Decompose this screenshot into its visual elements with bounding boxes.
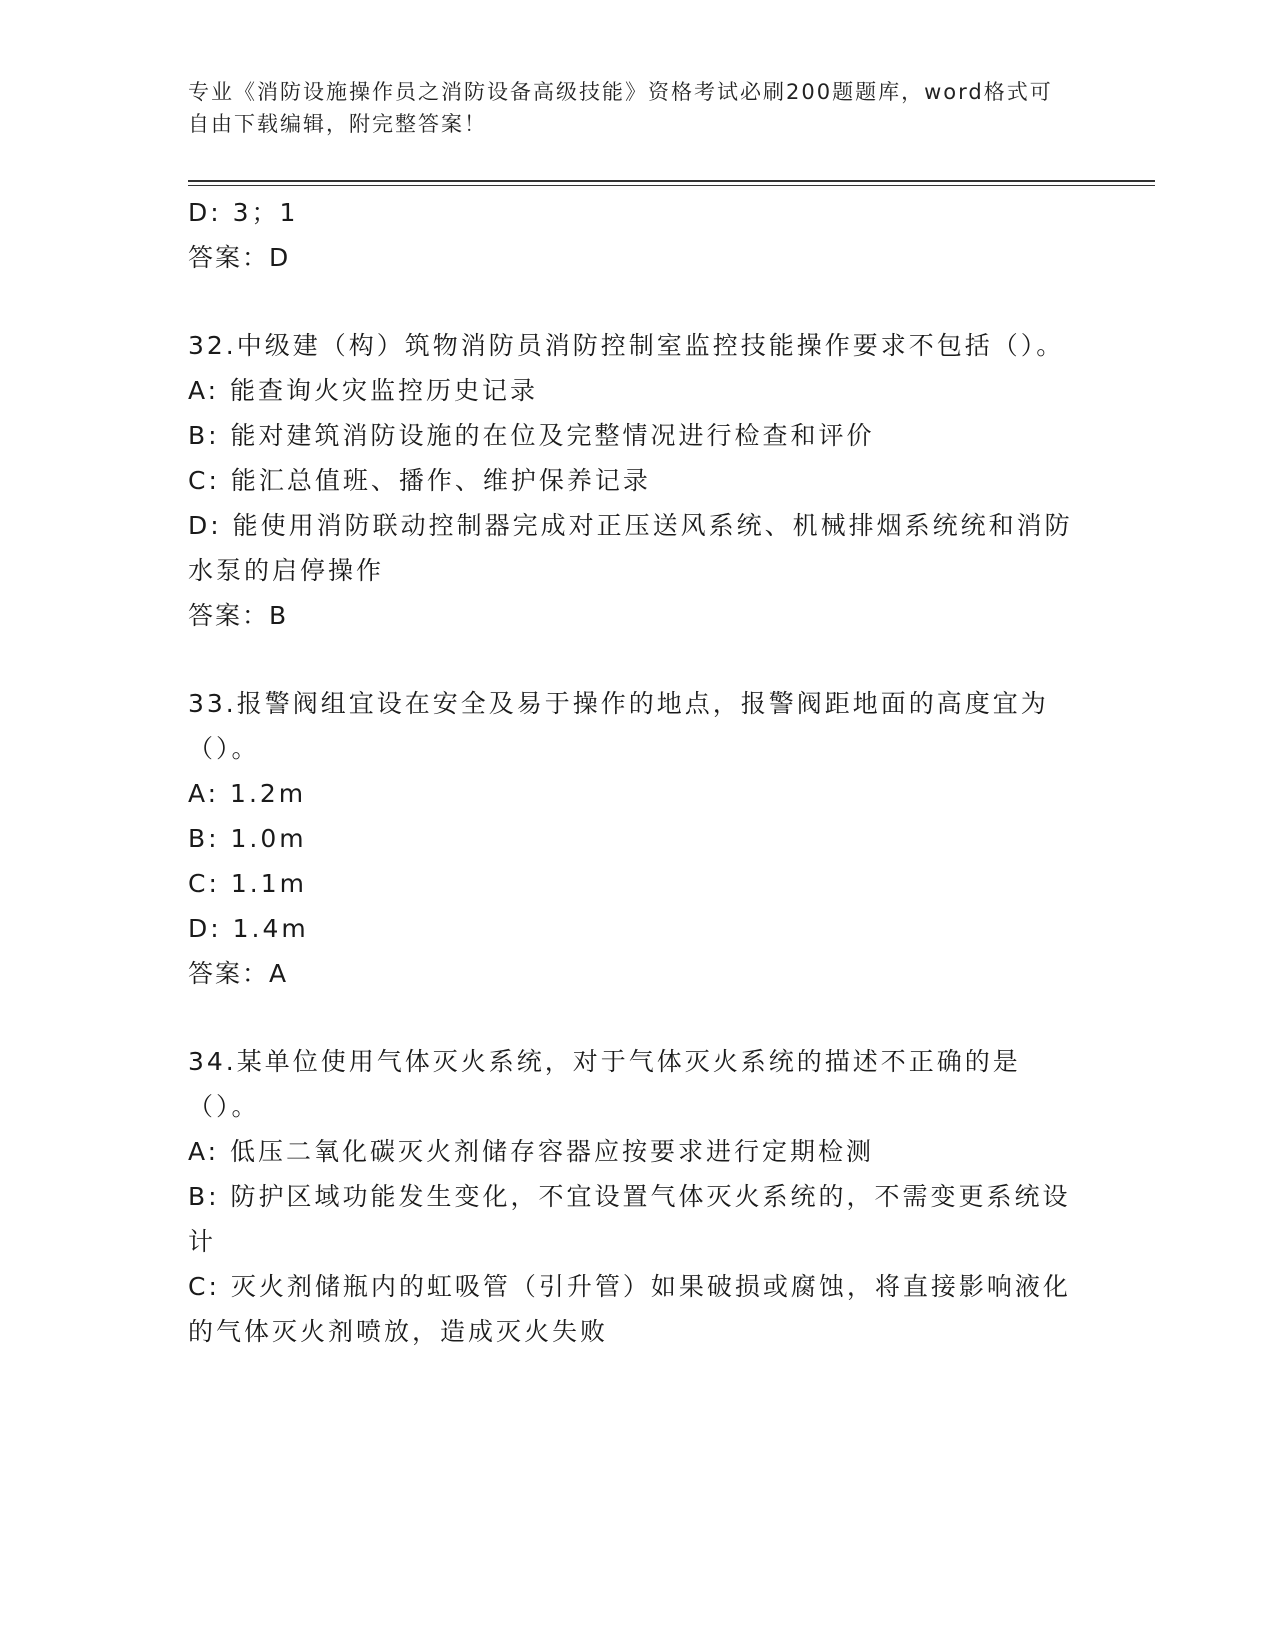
answer-line: 答案：B xyxy=(188,601,289,630)
page-header: 专业《消防设施操作员之消防设备高级技能》资格考试必刷200题题库，word格式可自由下载编辑，附完整答案！ xyxy=(188,80,1053,136)
option-text: 低压二氧化碳灭火剂储存容器应按要求进行定期检测 xyxy=(230,1137,875,1166)
option-label: C: xyxy=(188,869,220,898)
question-33 xyxy=(188,681,1073,996)
option-text: 能对建筑消防设施的在位及完整情况进行检查和评价 xyxy=(230,421,875,450)
question-stem: 32.中级建（构）筑物消防员消防控制室监控技能操作要求不包括（）。 xyxy=(188,331,1065,360)
option-text: 1.2m xyxy=(230,779,307,808)
question-34 xyxy=(188,1039,1073,1354)
option-label: B: xyxy=(188,1182,220,1211)
option-text: 1.1m xyxy=(230,869,307,898)
answer-line: 答案：A xyxy=(188,959,289,988)
option-text: 1.4m xyxy=(232,914,309,943)
question-32 xyxy=(188,323,1073,638)
option-a xyxy=(188,771,1073,816)
option-label: C: xyxy=(188,1272,220,1301)
option-label: D: xyxy=(188,198,222,227)
option-a xyxy=(188,1129,1073,1174)
option-label: A: xyxy=(188,376,220,405)
option-d xyxy=(188,190,1073,235)
option-b xyxy=(188,816,1073,861)
option-text: 防护区域功能发生变化，不宜设置气体灭火系统的，不需变更系统设计 xyxy=(188,1182,1071,1256)
option-label: B: xyxy=(188,824,220,853)
option-c xyxy=(188,1264,1073,1354)
option-b xyxy=(188,1174,1073,1264)
option-text: 能使用消防联动控制器完成对正压送风系统、机械排烟系统统和消防水泵的启停操作 xyxy=(188,511,1073,585)
option-label: C: xyxy=(188,466,220,495)
option-text: 3；1 xyxy=(232,198,299,227)
option-label: D: xyxy=(188,914,222,943)
document-body xyxy=(188,190,1073,1354)
option-c xyxy=(188,458,1073,503)
header-divider-thin xyxy=(188,185,1155,186)
option-text: 能汇总值班、播作、维护保养记录 xyxy=(230,466,651,495)
option-text: 1.0m xyxy=(230,824,307,853)
prev-question-tail xyxy=(188,190,1073,280)
option-label: A: xyxy=(188,779,220,808)
header-divider xyxy=(188,180,1155,182)
option-c xyxy=(188,861,1073,906)
option-text: 灭火剂储瓶内的虹吸管（引升管）如果破损或腐蚀，将直接影响液化的气体灭火剂喷放，造成灭火失败 xyxy=(188,1272,1071,1346)
option-b xyxy=(188,413,1073,458)
option-label: B: xyxy=(188,421,220,450)
option-label: D: xyxy=(188,511,222,540)
option-d xyxy=(188,906,1073,951)
question-stem: 34.某单位使用气体灭火系统，对于气体灭火系统的描述不正确的是（）。 xyxy=(188,1047,1021,1121)
option-text: 能查询火灾监控历史记录 xyxy=(230,376,539,405)
option-label: A: xyxy=(188,1137,220,1166)
option-d xyxy=(188,503,1073,593)
question-stem: 33.报警阀组宜设在安全及易于操作的地点，报警阀距地面的高度宜为（）。 xyxy=(188,689,1049,763)
option-a xyxy=(188,368,1073,413)
answer-line: 答案：D xyxy=(188,243,291,272)
